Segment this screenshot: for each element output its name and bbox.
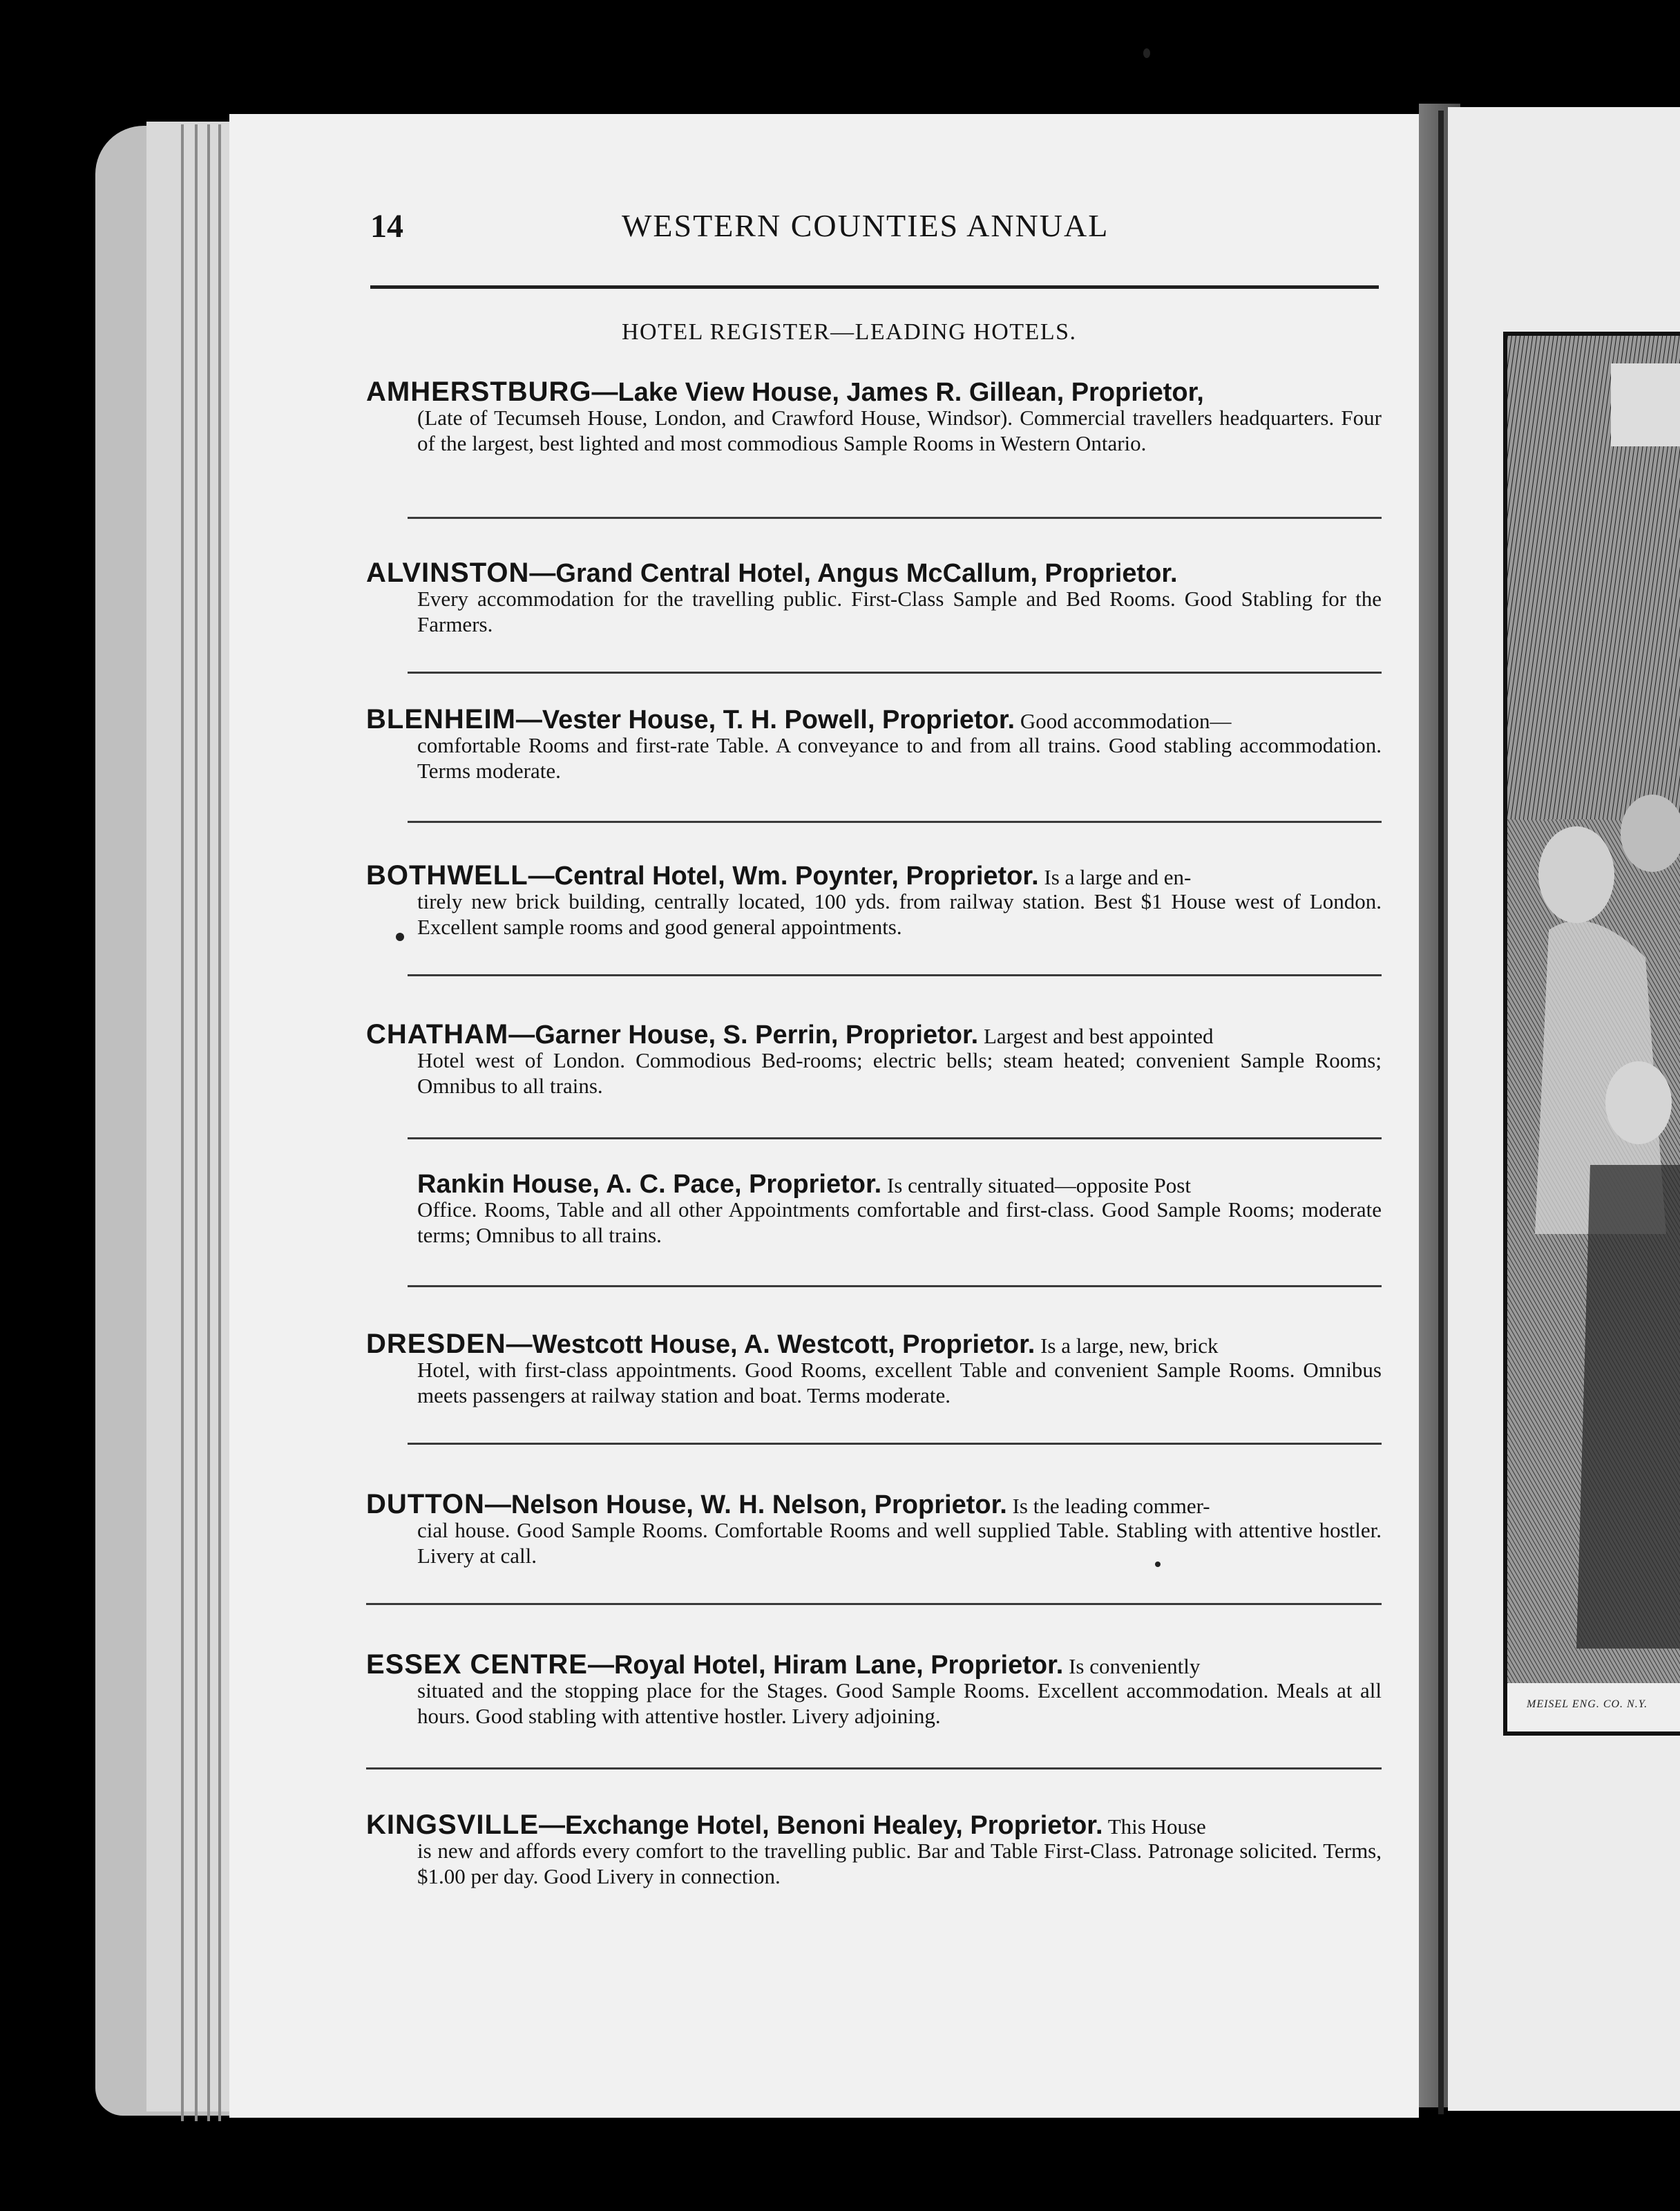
running-title: WESTERN COUNTIES ANNUAL xyxy=(622,208,1109,243)
entry-description: tirely new brick building, centrally located, 100 yds. from railway station. Best $1 House west of London. Excellent sample rooms and good general appointments. xyxy=(417,889,1382,939)
hotel-entry-chatham xyxy=(366,1021,1382,1099)
page-number: 14 xyxy=(370,208,403,245)
town-name: ALVINSTON xyxy=(366,558,530,588)
hotel-name: —Nelson House, W. H. Nelson, Proprietor. xyxy=(484,1490,1007,1519)
hotel-name: —Vester House, T. H. Powell, Proprietor. xyxy=(515,705,1015,734)
hotel-name: Rankin House, A. C. Pace, Proprietor. xyxy=(417,1170,882,1199)
entry-divider xyxy=(408,1285,1382,1287)
entry-lead: Is a large, new, brick xyxy=(1035,1334,1219,1358)
entry-lead: Good accommodation— xyxy=(1015,709,1232,733)
entry-description: Every accommodation for the travelling public. First-Class Sample and Bed Rooms. Good Stabling for the Farmers. xyxy=(417,587,1382,636)
entry-divider xyxy=(408,974,1382,976)
entry-divider xyxy=(408,517,1382,519)
section-title: HOTEL REGISTER—LEADING HOTELS. xyxy=(622,319,1077,345)
hotel-entry-amherstburg xyxy=(366,379,1382,456)
entry-description: comfortable Rooms and first-rate Table. A conveyance to and from all trains. Good stabling accommodation. Terms moderate. xyxy=(417,733,1382,783)
page-edge-line xyxy=(181,124,184,2121)
town-name: DRESDEN xyxy=(366,1329,506,1359)
hotel-name: —Lake View House, James R. Gillean, Proprietor, xyxy=(591,378,1204,407)
hotel-name: —Royal Hotel, Hiram Lane, Proprietor. xyxy=(587,1651,1064,1680)
entry-description: cial house. Good Sample Rooms. Comfortable Rooms and well supplied Table. Stabling with attentive hostler. Livery at call. xyxy=(417,1518,1382,1568)
hotel-entry-blenheim xyxy=(366,706,1382,784)
hotel-name: —Central Hotel, Wm. Poynter, Proprietor. xyxy=(528,862,1039,891)
header-rule xyxy=(370,285,1379,289)
town-name: DUTTON xyxy=(366,1489,485,1519)
town-name: KINGSVILLE xyxy=(366,1810,540,1840)
dust-speck xyxy=(1143,48,1150,58)
hotel-entry-essex-centre xyxy=(366,1651,1382,1729)
hotel-entry-bothwell xyxy=(366,862,1382,940)
hotel-entry-alvinston xyxy=(366,560,1382,637)
page-edge-line xyxy=(207,124,210,2121)
page-edge-line xyxy=(195,124,198,2121)
town-name: ESSEX CENTRE xyxy=(366,1649,588,1680)
entry-lead: Largest and best appointed xyxy=(978,1024,1214,1048)
entry-lead: This House xyxy=(1102,1814,1206,1839)
engraving-illustration xyxy=(1503,332,1680,1736)
ink-speck xyxy=(1155,1562,1161,1567)
hotel-entry-dutton xyxy=(366,1491,1382,1568)
entry-lead: Is centrally situated—opposite Post xyxy=(881,1173,1191,1197)
entry-description: (Late of Tecumseh House, London, and Crawford House, Windsor). Commercial travellers headquarters. Four of the largest, best lighted and most commodious Sample Rooms in Western Ontario. xyxy=(417,406,1382,455)
hotel-entry-kingsville xyxy=(366,1812,1382,1889)
entry-lead: Is a large and en- xyxy=(1038,865,1192,889)
hotel-name: —Grand Central Hotel, Angus McCallum, Proprietor. xyxy=(529,559,1178,588)
entry-divider xyxy=(408,672,1382,674)
entry-divider xyxy=(366,1603,1382,1605)
town-name: BOTHWELL xyxy=(366,860,528,891)
entry-description: Hotel, with first-class appointments. Good Rooms, excellent Table and convenient Sample Rooms. Omnibus meets passengers at railway station and boat. Terms moderate. xyxy=(417,1358,1382,1407)
town-name: CHATHAM xyxy=(366,1019,509,1050)
entry-description: situated and the stopping place for the Stages. Good Sample Rooms. Excellent accommodation. Meals at all hours. Good stabling with attentive hostler. Livery adjoining. xyxy=(417,1678,1382,1728)
entry-description: Hotel west of London. Commodious Bed-rooms; electric bells; steam heated; convenient Sample Rooms; Omnibus to all trains. xyxy=(417,1048,1382,1098)
engraving-credit: MEISEL ENG. CO. N.Y. xyxy=(1527,1698,1648,1710)
book-gutter xyxy=(1438,111,1444,2114)
hotel-entry-dresden xyxy=(366,1331,1382,1408)
entry-divider xyxy=(408,1443,1382,1445)
entry-divider xyxy=(408,1137,1382,1139)
hotel-name: —Westcott House, A. Westcott, Proprietor. xyxy=(506,1330,1035,1359)
entry-divider xyxy=(366,1767,1382,1769)
entry-divider xyxy=(408,821,1382,823)
page-edge-line xyxy=(218,124,221,2121)
entry-lead: Is conveniently xyxy=(1063,1654,1201,1678)
entry-description: is new and affords every comfort to the travelling public. Bar and Table First-Class. Patronage solicited. Terms, $1.00 per day. Good Livery in connection. xyxy=(417,1839,1382,1888)
hotel-entry-chatham-rankin xyxy=(417,1170,1382,1248)
town-name: BLENHEIM xyxy=(366,704,516,734)
page-edge-inner xyxy=(146,122,229,2112)
hotel-name: —Exchange Hotel, Benoni Healey, Proprietor. xyxy=(539,1811,1103,1840)
ink-speck xyxy=(396,933,404,941)
entry-lead: Is the leading commer- xyxy=(1006,1494,1210,1518)
entry-description: Office. Rooms, Table and all other Appointments comfortable and first-class. Good Sample Rooms; moderate terms; Omnibus to all trains. xyxy=(417,1197,1382,1247)
hotel-name: —Garner House, S. Perrin, Proprietor. xyxy=(508,1021,979,1050)
town-name: AMHERSTBURG xyxy=(366,377,592,407)
